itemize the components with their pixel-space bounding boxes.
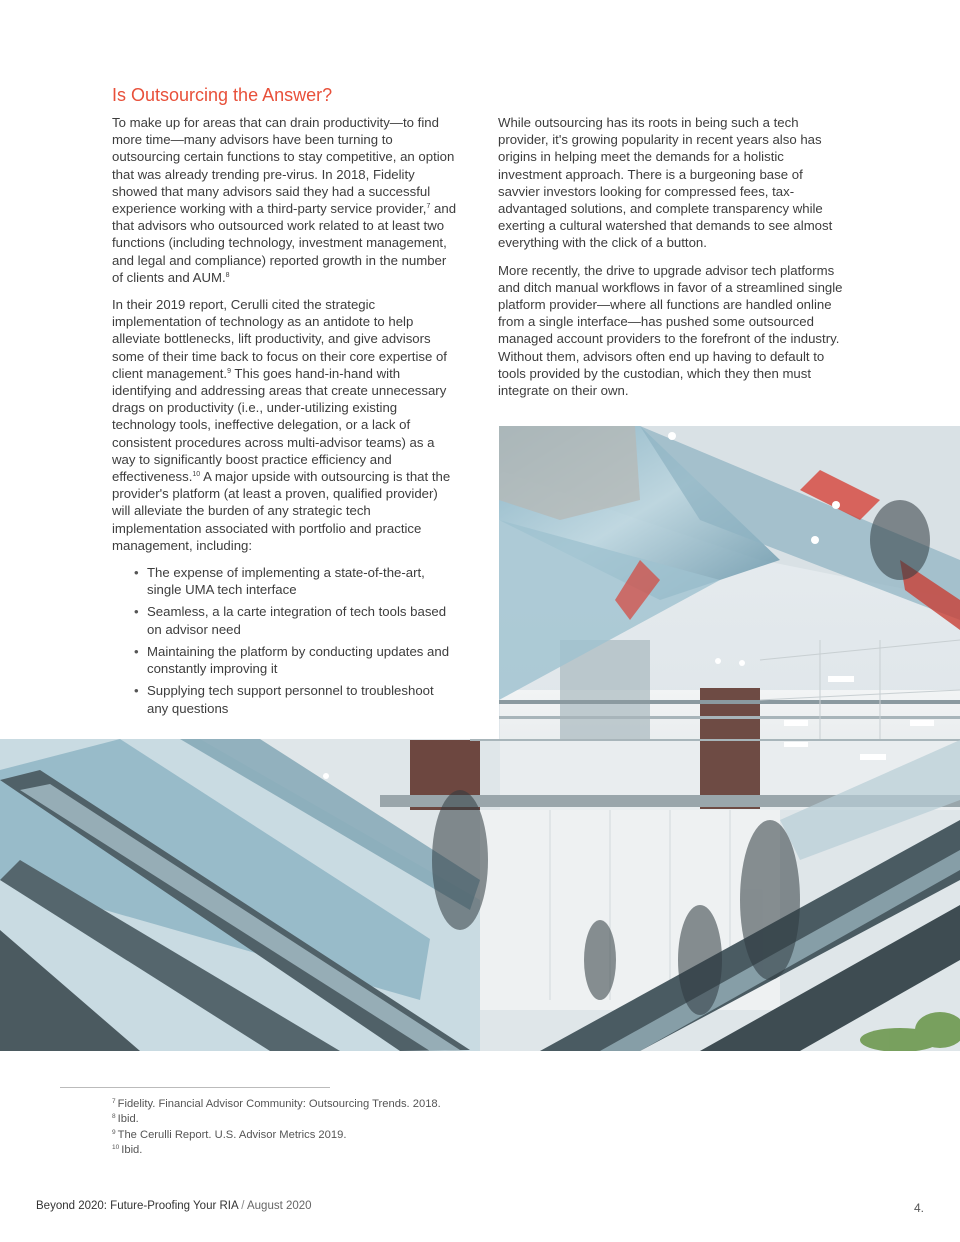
escalator-photo-lower xyxy=(0,739,960,1051)
footnote-ref[interactable]: 7 xyxy=(426,203,431,211)
bullet-item: • Maintaining the platform by conducting updates and constantly improving it xyxy=(147,643,457,677)
footnote-ref[interactable]: 8 xyxy=(225,271,230,279)
footnote-item xyxy=(112,1143,441,1158)
right-column xyxy=(498,114,848,409)
paragraph-text: In their 2019 report, Cerulli cited the strategic implementation of technology as an antidote to help alleviate bottlenecks, lift productivity, and give advisors some of their time back to focus on their core expertise of client management. xyxy=(112,297,447,381)
footnote-text: The Cerulli Report. U.S. Advisor Metrics 2019. xyxy=(117,1128,347,1141)
bullet-item: • The expense of implementing a state-of-the-art, single UMA tech interface xyxy=(147,564,457,598)
footnote-number: 10 xyxy=(112,1144,120,1152)
document-date: August 2020 xyxy=(246,1200,312,1212)
footnote-item xyxy=(112,1112,441,1127)
section-heading: Is Outsourcing the Answer? xyxy=(112,85,333,105)
bullet-item: • Seamless, a la carte integration of tech tools based on advisor need xyxy=(147,603,457,637)
footnote-number: 7 xyxy=(112,1098,116,1105)
paragraph-text: To make up for areas that can drain productivity—to find more time—many advisors have been turning to outsourcing certain functions to stay competitive, an option that was already trending pre-virus. In 2018, Fidelity showed that many advisors said they had a successful experience working with a third-party service provider, xyxy=(112,115,455,217)
bullet-item: • Supplying tech support personnel to troubleshoot any questions xyxy=(147,682,457,716)
paragraph-text: and that advisors who outsourced work related to at least two functions (including technology, investment management, and legal and compliance) reported growth in the number of clients and AUM. xyxy=(112,201,457,285)
escalator-photo-upper xyxy=(499,426,960,739)
footnote-number: 9 xyxy=(112,1128,116,1136)
document-title: Beyond 2020: Future-Proofing Your RIA xyxy=(36,1200,239,1212)
left-column xyxy=(112,114,457,722)
footnotes xyxy=(112,1097,441,1159)
page-footer xyxy=(36,1200,312,1212)
paragraph-outsourcing-intro xyxy=(112,114,457,286)
footnote-ref[interactable]: 9 xyxy=(227,367,231,375)
paragraph-text: This goes hand-in-hand with identifying and addressing areas that create unnecessary drags on productivity (i.e., under-utilizing existing technology tools, ineffective delegation, or a lack of consistent procedures across multi-advisor teams) as a way to significantly boost practice efficiency and effectiveness. xyxy=(112,365,447,485)
bullet-list xyxy=(112,564,457,717)
footnote-number: 8 xyxy=(112,1113,116,1121)
paragraph-text: A major upside with outsourcing is that the provider's platform (at least a proven, qualified provider) will alleviate the burden of any strategic tech implementation associated with portfolio and practice management, including: xyxy=(112,469,451,553)
paragraph-holistic-approach: While outsourcing has its roots in being such a tech provider, it's growing popularity in recent years also has origins in helping meet the demands for a holistic investment approach. There is a burgeoning base of savvier investors looking for compressed fees, tax-advantaged solutions, and complete transparency while exerting a cultural watershed that demands to see almost everything with the click of a button. xyxy=(498,115,833,251)
paragraph-platform-upgrade: More recently, the drive to upgrade advisor tech platforms and ditch manual workflows in favor of a streamlined single platform provider—where all functions are handled online from a single interface—has pushed some outsourced managed account providers to the forefront of the industry. Without them, advisors often end up having to default to tools provided by the custodian, which they then must integrate on their own. xyxy=(498,262,843,399)
footnote-text: Ibid. xyxy=(121,1144,143,1157)
escalator-photo-graphic xyxy=(499,426,960,739)
footnote-text: Fidelity. Financial Advisor Community: Outsourcing Trends. 2018. xyxy=(117,1098,441,1110)
footnote-divider xyxy=(60,1087,330,1088)
footnote-item xyxy=(112,1128,441,1143)
footnote-ref[interactable]: 10 xyxy=(192,471,201,479)
page-number: 4. xyxy=(913,1201,924,1215)
paragraph-cerulli-report xyxy=(112,296,457,554)
footnote-item xyxy=(112,1097,441,1112)
escalator-photo-graphic xyxy=(0,739,960,1051)
footer-separator: / xyxy=(238,1200,247,1212)
footnote-text: Ibid. xyxy=(117,1113,139,1126)
